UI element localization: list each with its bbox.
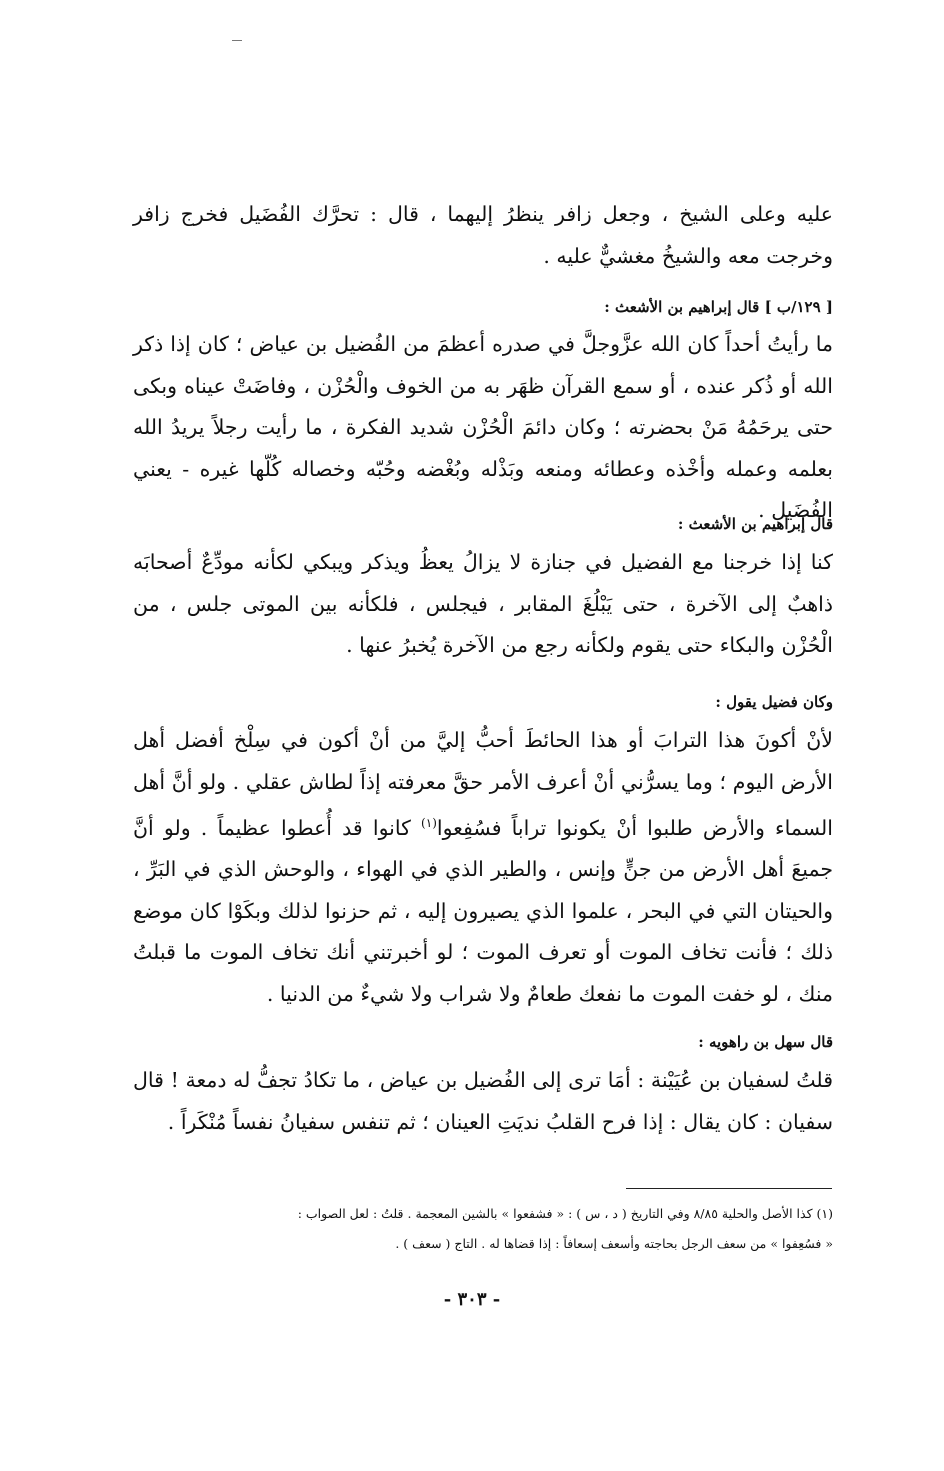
paragraph-continuation: [133, 194, 833, 277]
page-number: - ٣٠٣ -: [443, 1289, 501, 1310]
paragraph-fudayl-description: [133, 324, 833, 532]
text-before-note: لأنْ أكونَ هذا الترابَ أو هذا الحائطَ أحبُّ إليَّ من أنْ أكون في سِلْخ أفضل أهل الأرض اليوم ؛ وما يسرُّني أنْ أعرف الأمر حقَّ معرفته إذاً لطاش عقلي . ولو أنَّ أهل السماء والأرض طلبوا أنْ يكونوا تراباً فسُفِعوا: [133, 728, 833, 840]
scan-mark: [232, 40, 242, 41]
section-heading-4: [133, 1030, 833, 1054]
paragraph-text: [133, 720, 833, 1015]
paragraph-sufyan: [133, 1060, 833, 1143]
footnote-divider: [626, 1188, 832, 1189]
section-heading-2: [133, 512, 833, 536]
text-after-note: كانوا قد أُعطوا عظيماً . ولو أنَّ جميعَ أهل الأرض من جنٍّ وإنس ، والطير الذي في الهواء ، والوحش الذي في البَرِّ ، والحيتان التي في البحر ، علموا الذي يصيرون إليه ، ثم حزنوا لذلك وبكَوْا كان موضع ذلك ؛ فأنت تخاف الموت أو تعرف الموت ؛ لو أخبرتني أنك تخاف الموت ما قبلتُ منك ، لو خفت الموت ما نفعك طعامٌ ولا شراب ولا شيءٌ من الدنيا .: [133, 815, 833, 1006]
section-heading-3: [133, 690, 833, 714]
heading-text: قال إبراهيم بن الأشعث :: [677, 515, 833, 533]
section-heading-1: [133, 295, 833, 319]
heading-text: وكان فضيل يقول :: [715, 693, 833, 711]
paragraph-sayings: [133, 720, 833, 1015]
paragraph-funeral: [133, 542, 833, 667]
paragraph-text: قلتُ لسفيان بن عُيَيْنة : أمَا ترى إلى الفُضيل بن عياض ، ما تكادُ تجفُّ له دمعة ! قال سفيان : كان يقال : إذا فرح القلبُ نديَتِ العينان ؛ ثم تنفس سفيانُ نفساً مُنْكَراً .: [133, 1068, 833, 1134]
paragraph-text: ما رأيتُ أحداً كان الله عزَّوجلَّ في صدره أعظمَ من الفُضيل بن عياض ؛ كان إذا ذكر الله أو ذُكر عنده ، أو سمع القرآن ظهَر به من الخوف والْحُزْن ، وفاضَتْ عيناه وبكى حتى يرحَمُهُ مَنْ بحضرته ؛ وكان دائمَ الْحُزْن شديد الفكرة ، ما رأيت رجلاً يريدُ الله بعلمه وعمله وأخْذه وعطائه ومنعه وبَذْله وبُغْضه وحُبّه وخصاله كُلّها غيره - يعني الفُضَيل .: [133, 332, 833, 522]
paragraph-text: عليه وعلى الشيخ ، وجعل زافر ينظرُ إليهما ، قال : تحرَّك الفُضَيل فخرج زافر وخرجت معه والشيخُ مغشيٌّ عليه .: [133, 202, 833, 268]
footnote-line-2: « فسُعِفوا » من سعف الرجل بحاجته وأسعف إسعافاً : إذا قضاها له . التاج ( سعف ) .: [395, 1236, 833, 1251]
paragraph-text: كنا إذا خرجنا مع الفضيل في جنازة لا يزالُ يعظُ ويذكر ويبكي لكأنه مودِّعٌ أصحابَه ذاهبٌ إلى الآخرة ، حتى يَبْلُغَ المقابر ، فيجلس ، فلكأنه بين الموتى جلس ، من الْحُزْن والبكاء حتى يقوم ولكأنه رجع من الآخرة يُخبرُ عنها .: [133, 550, 833, 657]
heading-text: قال سهل بن راهويه :: [698, 1033, 833, 1051]
heading-text: [ ١٢٩/ب ] قال إبراهيم بن الأشعث :: [604, 298, 833, 316]
footnote-marker: (١): [421, 816, 437, 830]
footnote-line-1: (١) كذا الأصل والحلية ٨/٨٥ وفي التاريخ ( د ، س ) : « فشفعوا » بالشين المعجمة . قلتُ : لعل الصواب :: [297, 1206, 833, 1221]
